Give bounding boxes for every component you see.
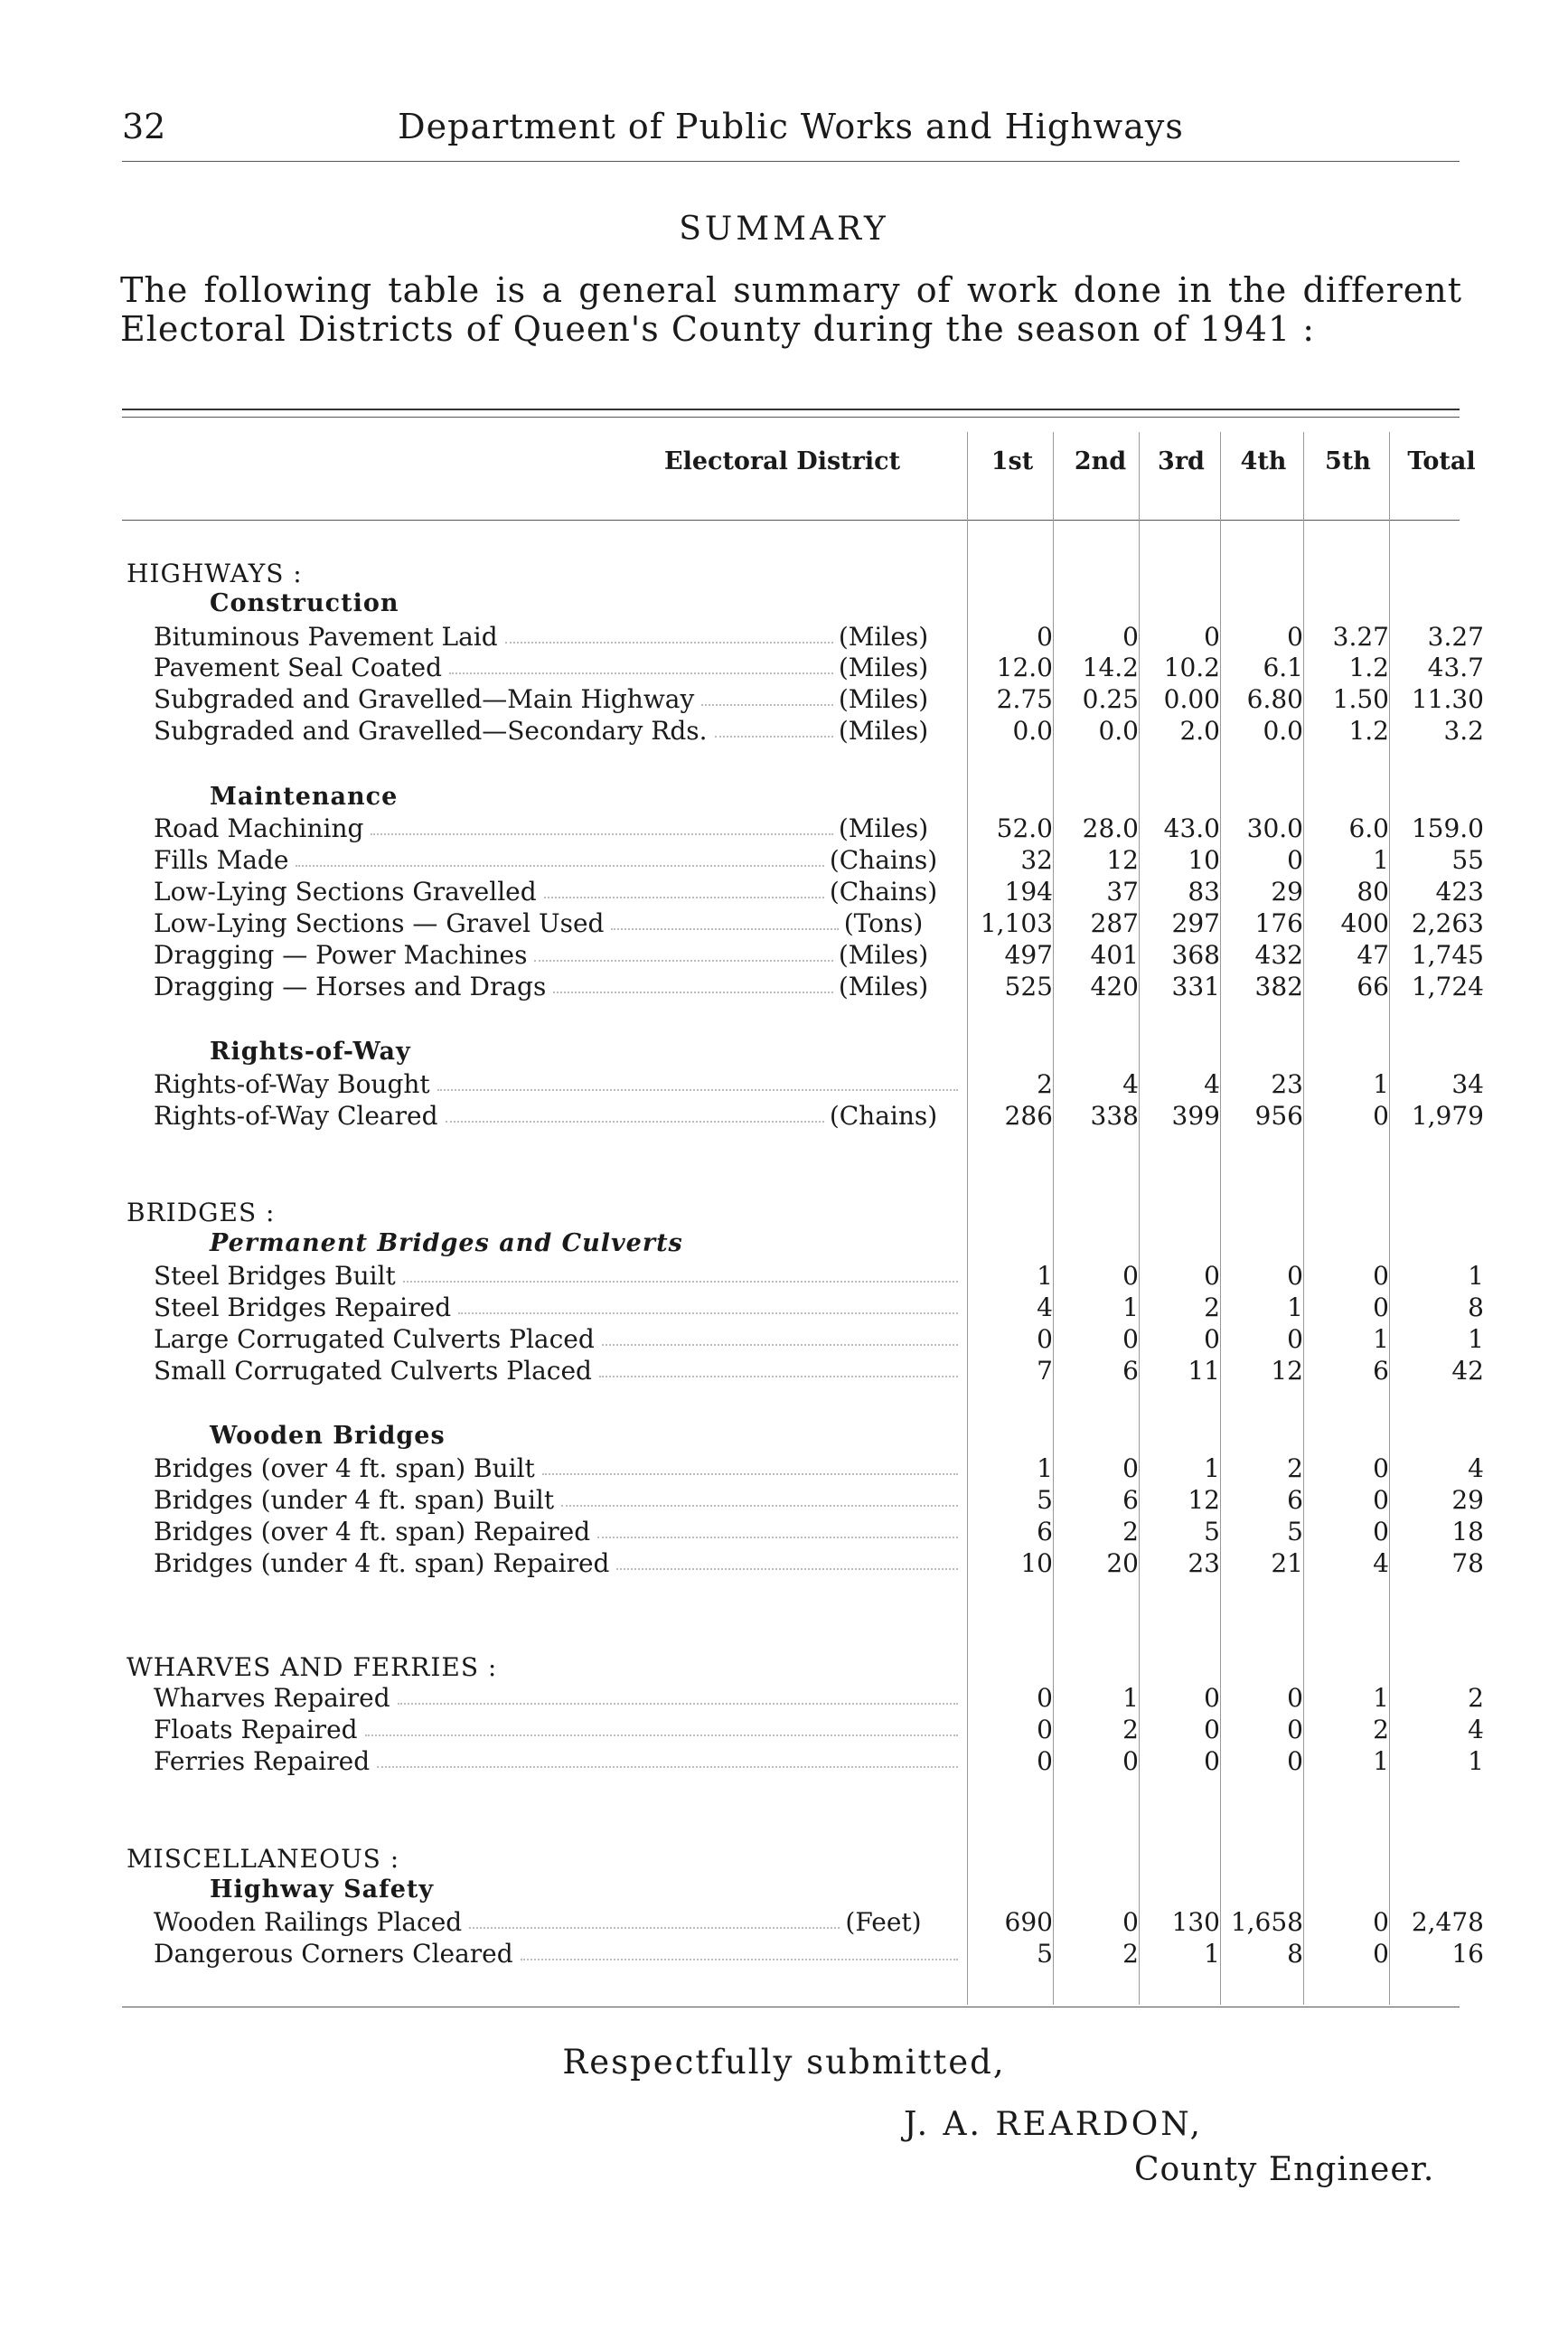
leader-dots (534, 960, 833, 962)
table-row (0, 1261, 1568, 1293)
cell-district-4th: 2 (1287, 1453, 1303, 1483)
cell-total: 1 (1468, 1261, 1484, 1291)
cell-district-2nd: 28.0 (1082, 813, 1139, 843)
table-row (0, 1101, 1568, 1133)
cell-district-5th: 1.2 (1348, 716, 1389, 746)
cell-district-5th: 400 (1340, 908, 1389, 938)
leader-dots (403, 1281, 958, 1283)
leader-dots (544, 897, 824, 898)
table-row (0, 622, 1568, 654)
table-row (0, 877, 1568, 909)
leader-dots (542, 1473, 958, 1475)
cell-district-3rd: 399 (1171, 1101, 1220, 1131)
cell-district-1st: 0 (1037, 1746, 1053, 1776)
cell-district-4th: 8 (1287, 1939, 1303, 1969)
cell-district-2nd: 0 (1122, 622, 1139, 652)
cell-total: 8 (1468, 1292, 1484, 1322)
running-title: Department of Public Works and Highways (398, 107, 1184, 146)
cell-district-1st: 32 (1020, 845, 1053, 875)
cell-district-2nd: 0 (1122, 1453, 1139, 1483)
cell-district-5th: 0 (1373, 1453, 1389, 1483)
row-label: Low-Lying Sections Gravelled (154, 877, 537, 907)
row-label: Floats Repaired (154, 1715, 358, 1744)
cell-total: 78 (1451, 1548, 1484, 1578)
column-header-4th: 4th (1240, 447, 1287, 475)
subhead-rights-of-way: Rights-of-Way (210, 1038, 411, 1066)
signatory-title: County Engineer. (1134, 2151, 1435, 2188)
row-unit: (Chains) (829, 1101, 938, 1131)
table-row (0, 1939, 1568, 1971)
row-label: Steel Bridges Repaired (154, 1292, 452, 1322)
cell-total: 1 (1468, 1324, 1484, 1354)
cell-district-2nd: 4 (1122, 1069, 1139, 1099)
cell-district-2nd: 0 (1122, 1746, 1139, 1776)
cell-district-5th: 80 (1357, 877, 1389, 907)
cell-total: 16 (1451, 1939, 1484, 1969)
leader-dots (553, 992, 833, 993)
cell-district-1st: 12.0 (996, 653, 1053, 682)
cell-district-3rd: 0 (1204, 1261, 1220, 1291)
cell-district-5th: 6.0 (1348, 813, 1389, 843)
cell-district-3rd: 0 (1204, 1746, 1220, 1776)
cell-district-3rd: 331 (1171, 972, 1220, 1001)
cell-district-2nd: 0 (1122, 1324, 1139, 1354)
cell-district-4th: 5 (1287, 1517, 1303, 1546)
leader-dots (602, 1344, 958, 1346)
cell-total: 4 (1468, 1715, 1484, 1744)
row-label: Bridges (under 4 ft. span) Repaired (154, 1548, 610, 1578)
cell-district-3rd: 4 (1204, 1069, 1220, 1099)
table-row (0, 1907, 1568, 1940)
page-number: 32 (122, 107, 166, 146)
cell-total: 1,745 (1411, 940, 1484, 970)
row-label: Rights-of-Way Bought (154, 1069, 430, 1099)
row-label: Fills Made (154, 845, 289, 875)
cell-district-1st: 0 (1037, 1715, 1053, 1744)
subhead-wooden-bridges: Wooden Bridges (210, 1422, 446, 1450)
cell-district-2nd: 2 (1122, 1715, 1139, 1744)
subhead-construction: Construction (210, 589, 399, 617)
table-row (0, 1517, 1568, 1549)
table-row (0, 940, 1568, 973)
cell-total: 2 (1468, 1683, 1484, 1713)
row-unit: (Chains) (829, 877, 938, 907)
cell-district-5th: 66 (1357, 972, 1389, 1001)
leader-dots (521, 1959, 958, 1960)
row-label: Bridges (over 4 ft. span) Repaired (154, 1517, 591, 1546)
cell-district-4th: 1,658 (1230, 1907, 1303, 1937)
cell-district-3rd: 1 (1204, 1453, 1220, 1483)
row-label: Rights-of-Way Cleared (154, 1101, 438, 1131)
cell-district-4th: 0 (1287, 1715, 1303, 1744)
table-row (0, 684, 1568, 717)
cell-total: 3.27 (1427, 622, 1484, 652)
cell-total: 2,478 (1411, 1907, 1484, 1937)
cell-district-1st: 286 (1004, 1101, 1053, 1131)
leader-dots (449, 672, 833, 674)
table-row (0, 908, 1568, 941)
column-header-1st: 1st (991, 447, 1034, 475)
column-header-total: Total (1407, 447, 1476, 475)
cell-district-2nd: 0.0 (1098, 716, 1139, 746)
cell-district-2nd: 420 (1090, 972, 1139, 1001)
leader-dots (437, 1089, 958, 1091)
cell-total: 3.2 (1443, 716, 1484, 746)
cell-district-2nd: 287 (1090, 908, 1139, 938)
cell-total: 18 (1451, 1517, 1484, 1546)
column-header-3rd: 3rd (1158, 447, 1205, 475)
cell-district-5th: 1.2 (1348, 653, 1389, 682)
cell-district-4th: 30.0 (1246, 813, 1303, 843)
cell-district-4th: 6.80 (1246, 684, 1303, 714)
cell-district-4th: 176 (1254, 908, 1303, 938)
cell-district-1st: 5 (1037, 1485, 1053, 1515)
cell-district-4th: 23 (1271, 1069, 1303, 1099)
leader-dots (377, 1766, 958, 1768)
row-unit: (Chains) (829, 845, 938, 875)
cell-district-5th: 3.27 (1332, 622, 1389, 652)
cell-total: 11.30 (1411, 684, 1484, 714)
row-label: Bituminous Pavement Laid (154, 622, 498, 652)
cell-district-4th: 12 (1271, 1356, 1303, 1386)
table-row (0, 1356, 1568, 1388)
row-label: Road Machining (154, 813, 364, 843)
cell-district-2nd: 0 (1122, 1261, 1139, 1291)
row-unit: (Miles) (838, 716, 929, 746)
table-row (0, 972, 1568, 1004)
row-unit: (Miles) (838, 684, 929, 714)
column-header-2nd: 2nd (1074, 447, 1127, 475)
cell-district-4th: 29 (1271, 877, 1303, 907)
row-unit: (Miles) (838, 813, 929, 843)
cell-district-3rd: 10.2 (1163, 653, 1220, 682)
cell-district-2nd: 6 (1122, 1356, 1139, 1386)
table-row (0, 1292, 1568, 1325)
cell-district-2nd: 338 (1090, 1101, 1139, 1131)
leader-dots (505, 642, 833, 644)
subhead-permanent-bridges: Permanent Bridges and Culverts (210, 1229, 683, 1257)
cell-district-3rd: 0 (1204, 622, 1220, 652)
cell-district-4th: 432 (1254, 940, 1303, 970)
table-row (0, 1683, 1568, 1716)
cell-district-4th: 956 (1254, 1101, 1303, 1131)
row-label: Low-Lying Sections — Gravel Used (154, 908, 605, 938)
cell-total: 42 (1451, 1356, 1484, 1386)
row-unit: (Miles) (838, 653, 929, 682)
cell-district-3rd: 297 (1171, 908, 1220, 938)
leader-dots (561, 1505, 958, 1507)
cell-district-4th: 0 (1287, 622, 1303, 652)
cell-district-3rd: 10 (1188, 845, 1220, 875)
cell-district-2nd: 2 (1122, 1939, 1139, 1969)
leader-dots (398, 1703, 958, 1705)
cell-district-1st: 497 (1004, 940, 1053, 970)
row-label: Dangerous Corners Cleared (154, 1939, 513, 1969)
table-top-rule-2 (122, 417, 1460, 418)
cell-total: 55 (1451, 845, 1484, 875)
row-label: Subgraded and Gravelled—Main Highway (154, 684, 695, 714)
cell-district-5th: 1 (1373, 1069, 1389, 1099)
table-row (0, 653, 1568, 685)
cell-district-5th: 0 (1373, 1292, 1389, 1322)
table-row (0, 1069, 1568, 1102)
cell-total: 4 (1468, 1453, 1484, 1483)
cell-district-3rd: 0 (1204, 1715, 1220, 1744)
table-top-rule-1 (122, 409, 1460, 410)
row-label: Wooden Railings Placed (154, 1907, 463, 1937)
cell-district-2nd: 2 (1122, 1517, 1139, 1546)
cell-total: 34 (1451, 1069, 1484, 1099)
header-rule (122, 161, 1460, 162)
cell-district-3rd: 12 (1188, 1485, 1220, 1515)
table-row (0, 845, 1568, 878)
row-label: Pavement Seal Coated (154, 653, 442, 682)
table-row (0, 1746, 1568, 1779)
cell-district-1st: 2.75 (996, 684, 1053, 714)
cell-district-1st: 4 (1037, 1292, 1053, 1322)
cell-district-4th: 0.0 (1263, 716, 1303, 746)
cell-district-1st: 7 (1037, 1356, 1053, 1386)
cell-total: 1 (1468, 1746, 1484, 1776)
row-unit: (Tons) (843, 908, 924, 938)
category-wharves-ferries: WHARVES AND FERRIES : (127, 1652, 498, 1682)
row-label: Bridges (over 4 ft. span) Built (154, 1453, 535, 1483)
cell-district-5th: 0 (1373, 1261, 1389, 1291)
cell-district-1st: 1 (1037, 1261, 1053, 1291)
row-unit: (Miles) (838, 972, 929, 1001)
closing-line: Respectfully submitted, (562, 2043, 1006, 2082)
cell-district-2nd: 14.2 (1082, 653, 1139, 682)
cell-district-5th: 1 (1373, 1683, 1389, 1713)
cell-district-4th: 0 (1287, 1324, 1303, 1354)
cell-district-3rd: 368 (1171, 940, 1220, 970)
row-label: Steel Bridges Built (154, 1261, 396, 1291)
row-label: Wharves Repaired (154, 1683, 390, 1713)
cell-district-4th: 382 (1254, 972, 1303, 1001)
cell-district-1st: 5 (1037, 1939, 1053, 1969)
cell-district-1st: 0 (1037, 1683, 1053, 1713)
leader-dots (365, 1734, 958, 1736)
leader-dots (599, 1376, 958, 1377)
cell-district-5th: 1 (1373, 845, 1389, 875)
cell-district-1st: 194 (1004, 877, 1053, 907)
cell-district-3rd: 0.00 (1163, 684, 1220, 714)
cell-district-5th: 4 (1373, 1548, 1389, 1578)
cell-total: 2,263 (1411, 908, 1484, 938)
cell-total: 423 (1435, 877, 1484, 907)
cell-total: 1,979 (1411, 1101, 1484, 1131)
row-label: Ferries Repaired (154, 1746, 371, 1776)
cell-district-1st: 2 (1037, 1069, 1053, 1099)
cell-district-5th: 0 (1373, 1485, 1389, 1515)
cell-district-5th: 6 (1373, 1356, 1389, 1386)
row-label: Subgraded and Gravelled—Secondary Rds. (154, 716, 708, 746)
table-row (0, 716, 1568, 748)
leader-dots (296, 865, 824, 867)
cell-district-4th: 21 (1271, 1548, 1303, 1578)
cell-district-1st: 1,103 (980, 908, 1053, 938)
cell-district-2nd: 6 (1122, 1485, 1139, 1515)
cell-district-5th: 0 (1373, 1517, 1389, 1546)
cell-district-5th: 2 (1373, 1715, 1389, 1744)
cell-district-2nd: 37 (1106, 877, 1139, 907)
leader-dots (446, 1121, 824, 1123)
cell-district-1st: 1 (1037, 1453, 1053, 1483)
cell-district-3rd: 11 (1188, 1356, 1220, 1386)
cell-district-3rd: 5 (1204, 1517, 1220, 1546)
cell-district-2nd: 1 (1122, 1683, 1139, 1713)
cell-district-5th: 1 (1373, 1324, 1389, 1354)
cell-total: 159.0 (1411, 813, 1484, 843)
cell-district-4th: 6.1 (1263, 653, 1303, 682)
cell-district-4th: 1 (1287, 1292, 1303, 1322)
leader-dots (371, 833, 833, 835)
running-head (122, 107, 1460, 154)
column-header-district: Electoral District (664, 447, 901, 475)
table-row (0, 1453, 1568, 1486)
cell-district-5th: 1 (1373, 1746, 1389, 1776)
leader-dots (597, 1537, 958, 1538)
row-unit: (Feet) (845, 1907, 922, 1937)
leader-dots (715, 736, 833, 738)
table-row (0, 1548, 1568, 1581)
cell-district-3rd: 2.0 (1179, 716, 1220, 746)
cell-district-4th: 6 (1287, 1485, 1303, 1515)
cell-district-1st: 525 (1004, 972, 1053, 1001)
cell-district-5th: 1.50 (1332, 684, 1389, 714)
cell-district-1st: 6 (1037, 1517, 1053, 1546)
cell-total: 29 (1451, 1485, 1484, 1515)
column-header-5th: 5th (1325, 447, 1371, 475)
cell-district-4th: 0 (1287, 845, 1303, 875)
cell-district-4th: 0 (1287, 1746, 1303, 1776)
cell-district-4th: 0 (1287, 1683, 1303, 1713)
cell-district-5th: 0 (1373, 1101, 1389, 1131)
subhead-highway-safety: Highway Safety (210, 1875, 435, 1904)
table-row (0, 813, 1568, 846)
leader-dots (469, 1927, 840, 1929)
cell-district-2nd: 0 (1122, 1907, 1139, 1937)
cell-district-1st: 10 (1020, 1548, 1053, 1578)
row-label: Dragging — Power Machines (154, 940, 528, 970)
cell-total: 1,724 (1411, 972, 1484, 1001)
row-label: Large Corrugated Culverts Placed (154, 1324, 595, 1354)
cell-district-1st: 0.0 (1012, 716, 1053, 746)
cell-district-3rd: 23 (1188, 1548, 1220, 1578)
category-miscellaneous: MISCELLANEOUS : (127, 1844, 400, 1874)
cell-district-1st: 52.0 (996, 813, 1053, 843)
section-title: SUMMARY (679, 211, 889, 248)
table-row (0, 1324, 1568, 1357)
subhead-maintenance: Maintenance (210, 783, 399, 811)
cell-district-3rd: 83 (1188, 877, 1220, 907)
intro-paragraph: The following table is a general summary of work done in the different Electoral Districts of Queen's County during the season of 1941 : (120, 270, 1462, 349)
cell-total: 43.7 (1427, 653, 1484, 682)
cell-district-3rd: 2 (1204, 1292, 1220, 1322)
cell-district-5th: 0 (1373, 1907, 1389, 1937)
cell-district-4th: 0 (1287, 1261, 1303, 1291)
table-row (0, 1715, 1568, 1747)
row-unit: (Miles) (838, 622, 929, 652)
leader-dots (458, 1312, 958, 1314)
cell-district-2nd: 0.25 (1082, 684, 1139, 714)
cell-district-3rd: 130 (1171, 1907, 1220, 1937)
cell-district-2nd: 1 (1122, 1292, 1139, 1322)
cell-district-5th: 47 (1357, 940, 1389, 970)
leader-dots (701, 704, 833, 706)
row-unit: (Miles) (838, 940, 929, 970)
cell-district-2nd: 12 (1106, 845, 1139, 875)
cell-district-3rd: 0 (1204, 1683, 1220, 1713)
leader-dots (611, 928, 839, 930)
cell-district-1st: 0 (1037, 1324, 1053, 1354)
cell-district-1st: 0 (1037, 622, 1053, 652)
row-label: Bridges (under 4 ft. span) Built (154, 1485, 555, 1515)
signatory-name: J. A. REARDON, (904, 2106, 1203, 2143)
cell-district-2nd: 401 (1090, 940, 1139, 970)
row-label: Small Corrugated Culverts Placed (154, 1356, 592, 1386)
header-bottom-rule (122, 520, 1460, 521)
cell-district-3rd: 1 (1204, 1939, 1220, 1969)
row-label: Dragging — Horses and Drags (154, 972, 547, 1001)
table-row (0, 1485, 1568, 1518)
category-highways: HIGHWAYS : (127, 559, 303, 588)
category-bridges: BRIDGES : (127, 1198, 276, 1227)
leader-dots (616, 1568, 958, 1570)
cell-district-3rd: 0 (1204, 1324, 1220, 1354)
cell-district-1st: 690 (1004, 1907, 1053, 1937)
cell-district-5th: 0 (1373, 1939, 1389, 1969)
cell-district-2nd: 20 (1106, 1548, 1139, 1578)
cell-district-3rd: 43.0 (1163, 813, 1220, 843)
